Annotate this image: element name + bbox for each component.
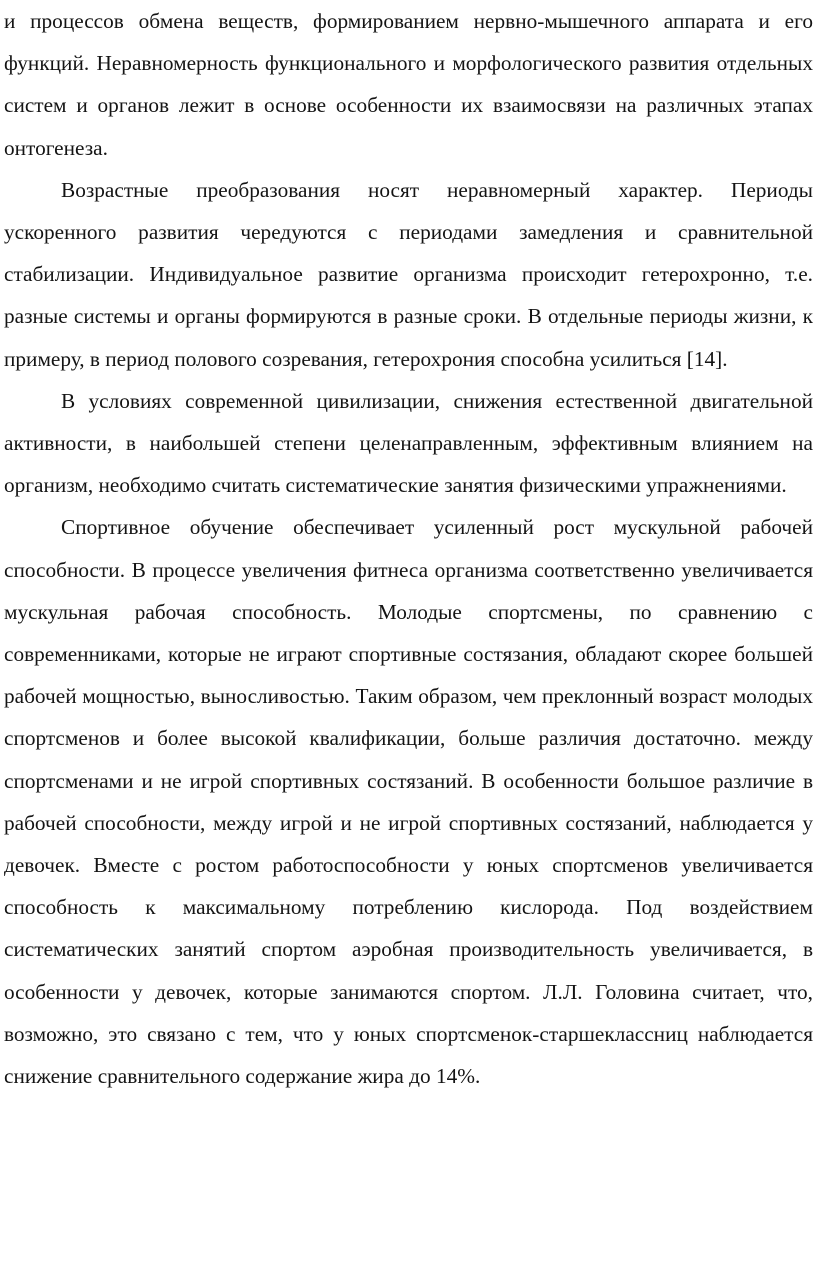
paragraph-2: Возрастные преобразования носят неравномерный характер. Периоды ускоренного развития чередуются с периодами замедления и сравнительной стабилизации. Индивидуальное развитие организма происходит гетерохронно, т.е. разные системы и органы формируются в разные сроки. В отдельные периоды жизни, к примеру, в период полового созревания, гетерохрония способна усилиться [14]. (4, 177, 813, 371)
paragraph-4: Спортивное обучение обеспечивает усиленный рост мускульной рабочей способности. В процессе увеличения фитнеса организма соответственно увеличивается мускульная рабочая способность. Молодые спортсмены, по сравнению с современниками, которые не играют спортивные состязания, обладают скорее большей рабочей мощностью, выносливостью. Таким образом, чем преклонный возраст молодых спортсменов и более высокой квалификации, больше различия достаточно. между спортсменами и не игрой спортивных состязаний. В особенности большое различие в рабочей способности, между игрой и не игрой спортивных состязаний, наблюдается у девочек. Вместе с ростом работоспособности у юных спортсменов увеличивается способность к максимальному потреблению кислорода. Под воздействием систематических занятий спортом аэробная производительность увеличивается, в особенности у девочек, которые занимаются спортом. Л.Л. Головина считает, что, возможно, это связано с тем, что у юных спортсменок-старшеклассниц наблюдается снижение сравнительного содержание жира до 14%. (4, 515, 813, 1089)
paragraph-1: и процессов обмена веществ, формированием нервно-мышечного аппарата и его функций. Неравномерность функционального и морфологического развития отдельных систем и органов лежит в основе особенности их взаимосвязи на различных этапах онтогенеза. (4, 9, 813, 160)
paragraph-3: В условиях современной цивилизации, снижения естественной двигательной активности, в наибольшей степени целенаправленным, эффективным влиянием на организм, необходимо считать систематические занятия физическими упражнениями. (4, 388, 813, 498)
document-page (4, 0, 813, 1097)
